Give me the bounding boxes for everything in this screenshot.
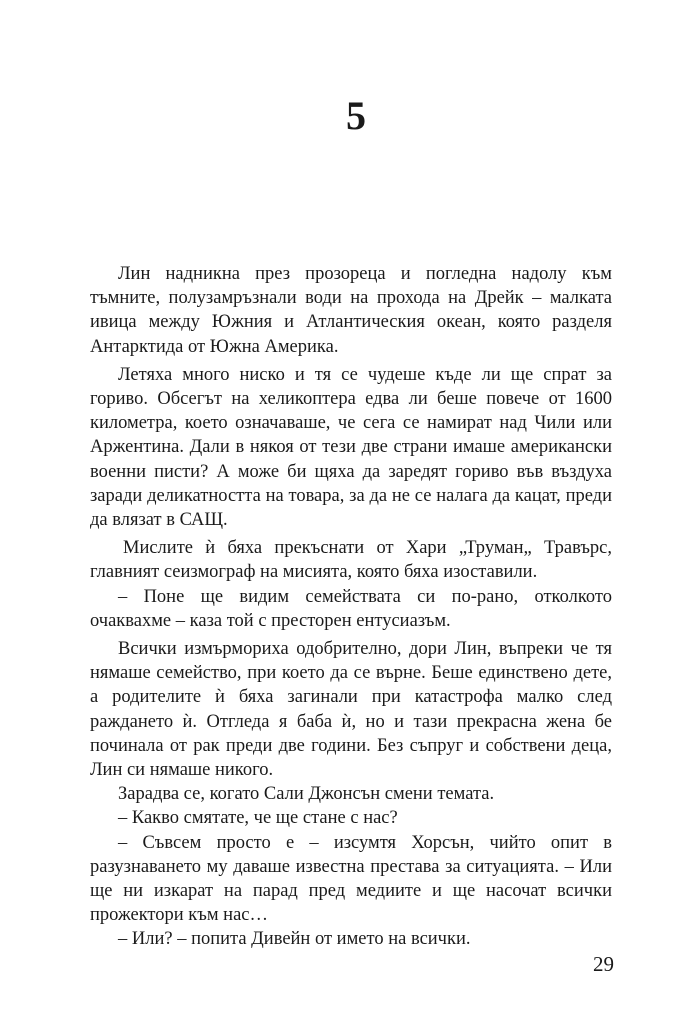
paragraph: Лин надникна през прозореца и погледна надолу към тъмните, полузамръзнали води на прохода на Дрейк – малката ивица между Южния и Атлантическия океан, която разделя Антарктида от Южна Америка.: [90, 264, 612, 357]
chapter-number: 5: [346, 93, 366, 138]
paragraph: – Поне ще видим семействата си по-рано, отколкото очаквахме – каза той с престорен ентусиазъм.: [90, 586, 612, 631]
paragraph: Зарадва се, когато Сали Джонсън смени темата.: [118, 784, 495, 805]
body-text: [90, 262, 612, 952]
paragraph: – Или? – попита Дивейн от името на всички.: [118, 929, 471, 950]
paragraph: – Какво смятате, че ще стане с нас?: [118, 808, 398, 829]
paragraph: Мислите ѝ бяха прекъснати от Хари „Труман„ Травърс, главният сеизмограф на мисията, която бяха изоставили.: [90, 538, 612, 583]
page-number: 29: [593, 952, 614, 976]
paragraph: Летяха много ниско и тя се чудеше къде ли ще спрат за гориво. Обсегът на хеликоптера едва ли беше повече от 1600 километра, което означаваше, че сега се намират над Чили или Аржентина. Дали в някоя от тези две страни имаше американски военни писти? А може би щяха да заредят гориво във въздуха заради деликатността на товара, за да не се налага да кацат, преди да влязат в САЩ.: [90, 364, 612, 531]
paragraph: Всички измърмориха одобрително, дори Лин, въпреки че тя нямаше семейство, при което да се върне. Беше единствено дете, а родителите ѝ бяха загинали при катастрофа малко след раждането ѝ. Отгледа я баба ѝ, но и тази прекрасна жена бе починала от рак преди две години. Без съпруг и собствени деца, Лин си нямаше никого.: [90, 639, 612, 781]
paragraph: – Съвсем просто е – изсумтя Хорсън, чийто опит в разузнаването му даваше известна престава за ситуацията. – Или ще ни изкарат на парад пред медиите и ще насочат всички прожектори към нас…: [90, 832, 612, 926]
